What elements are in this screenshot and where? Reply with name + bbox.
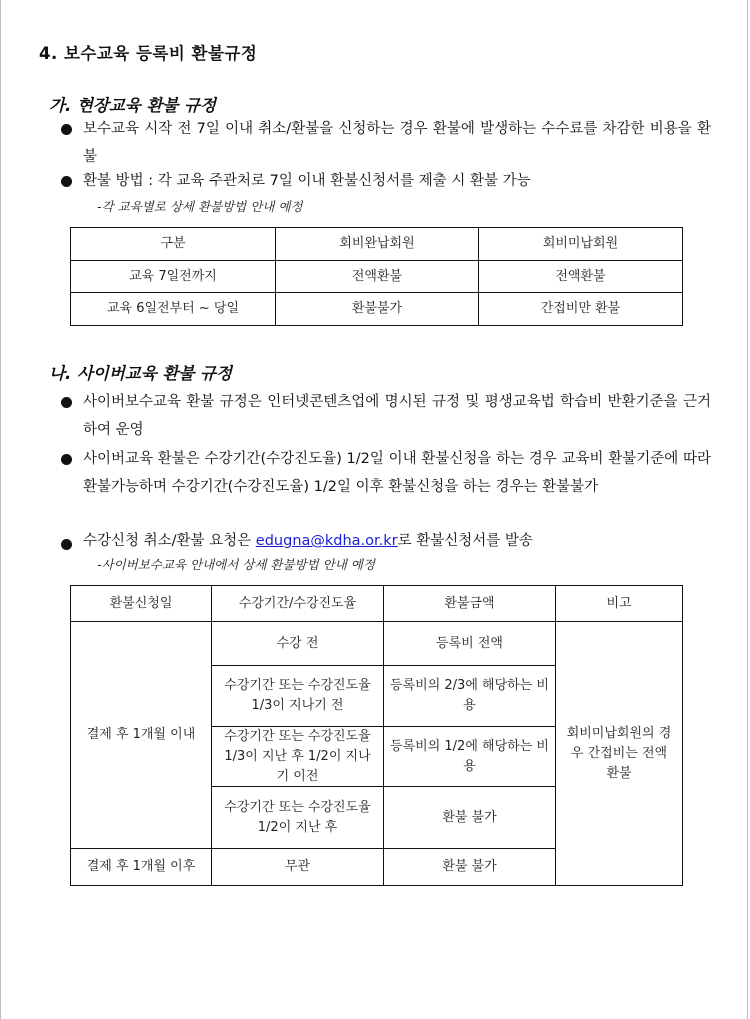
table-header-cell: 회비미납회원 bbox=[479, 228, 683, 261]
onsite-refund-table bbox=[70, 227, 683, 326]
bullet-icon bbox=[59, 173, 75, 189]
cyber-bullet-3-text: 수강신청 취소/환불 요청은 bbox=[83, 533, 256, 549]
table-row bbox=[71, 261, 683, 293]
section-title: 4. 보수교육 등록비 환불규정 bbox=[39, 44, 258, 63]
table-cell-text: 수강기간 또는 수강진도율 1/2이 지난 후 bbox=[224, 799, 371, 835]
table-row bbox=[71, 622, 683, 666]
table-cell-within-month: 결제 후 1개월 이내 bbox=[71, 622, 212, 849]
table-cell: 환불불가 bbox=[276, 293, 479, 326]
onsite-note: -각 교육별로 상세 환불방법 안내 예정 bbox=[97, 199, 303, 214]
email-link[interactable]: edugna@kdha.or.kr bbox=[255, 533, 398, 549]
onsite-bullet-2: 환불 방법 : 각 교육 주관처로 7일 이내 환불신청서를 제출 시 환불 가능 bbox=[83, 173, 531, 189]
table-cell: 전액환불 bbox=[276, 261, 479, 293]
bullet-icon bbox=[59, 121, 75, 137]
table-cell-remark: 회비미납회원의 경우 간접비는 전액환불 bbox=[556, 622, 683, 886]
table-cell: 간접비만 환불 bbox=[479, 293, 683, 326]
cyber-bullet-2: 사이버교육 환불은 수강기간(수강진도율) 1/2일 이내 환불신청을 하는 경우 교육비 환불기준에 따라 환불가능하며 수강기간(수강진도율) 1/2일 이후 환불신청을 하는 경우는 환불불가 bbox=[83, 451, 711, 495]
cyber-note: -사이버보수교육 안내에서 상세 환불방법 안내 예정 bbox=[97, 557, 375, 572]
table-header-cell: 회비완납회원 bbox=[276, 228, 479, 261]
table-header-row bbox=[71, 228, 683, 261]
table-cell-text: 수강기간 또는 수강진도율 1/3이 지난 후 1/2이 지나기 이전 bbox=[224, 728, 371, 784]
table-row bbox=[71, 293, 683, 326]
cyber-bullet-1: 사이버보수교육 환불 규정은 인터넷콘텐츠업에 명시된 규정 및 평생교육법 학습비 반환기준을 근거하여 운영 bbox=[83, 394, 711, 438]
table-cell: 수강기간 또는 수강진도율 1/3이 지나기 전 bbox=[212, 666, 384, 727]
onsite-heading: 가. 현장교육 환불 규정 bbox=[49, 96, 216, 115]
table-header-cell: 환불신청일 bbox=[71, 586, 212, 622]
table-cell: 무관 bbox=[212, 849, 384, 886]
table-cell bbox=[212, 787, 384, 849]
cyber-bullet-3-text-end: 로 환불신청서를 발송 bbox=[397, 533, 533, 549]
bullet-icon bbox=[59, 451, 75, 467]
table-cell: 교육 7일전까지 bbox=[71, 261, 276, 293]
cyber-bullet-3 bbox=[83, 527, 711, 555]
cyber-heading: 나. 사이버교육 환불 규정 bbox=[49, 364, 232, 383]
table-cell: 교육 6일전부터 ~ 당일 bbox=[71, 293, 276, 326]
table-header-cell: 비고 bbox=[556, 586, 683, 622]
bullet-icon bbox=[59, 536, 75, 552]
table-header-cell: 환불금액 bbox=[384, 586, 556, 622]
table-cell: 등록비 전액 bbox=[384, 622, 556, 666]
cyber-refund-table bbox=[70, 585, 683, 886]
table-cell: 전액환불 bbox=[479, 261, 683, 293]
table-cell: 수강 전 bbox=[212, 622, 384, 666]
table-cell: 등록비의 1/2에 해당하는 비용 bbox=[384, 727, 556, 787]
table-cell: 결제 후 1개월 이후 bbox=[71, 849, 212, 886]
bullet-icon bbox=[59, 394, 75, 410]
table-cell bbox=[212, 727, 384, 787]
table-header-cell: 구분 bbox=[71, 228, 276, 261]
table-header-row bbox=[71, 586, 683, 622]
onsite-bullet-1: 보수교육 시작 전 7일 이내 취소/환불을 신청하는 경우 환불에 발생하는 수수료를 차감한 비용을 환불 bbox=[83, 121, 711, 165]
table-cell: 등록비의 2/3에 해당하는 비용 bbox=[384, 666, 556, 727]
table-cell: 환불 불가 bbox=[384, 849, 556, 886]
table-cell: 환불 불가 bbox=[384, 787, 556, 849]
table-header-cell: 수강기간/수강진도율 bbox=[212, 586, 384, 622]
